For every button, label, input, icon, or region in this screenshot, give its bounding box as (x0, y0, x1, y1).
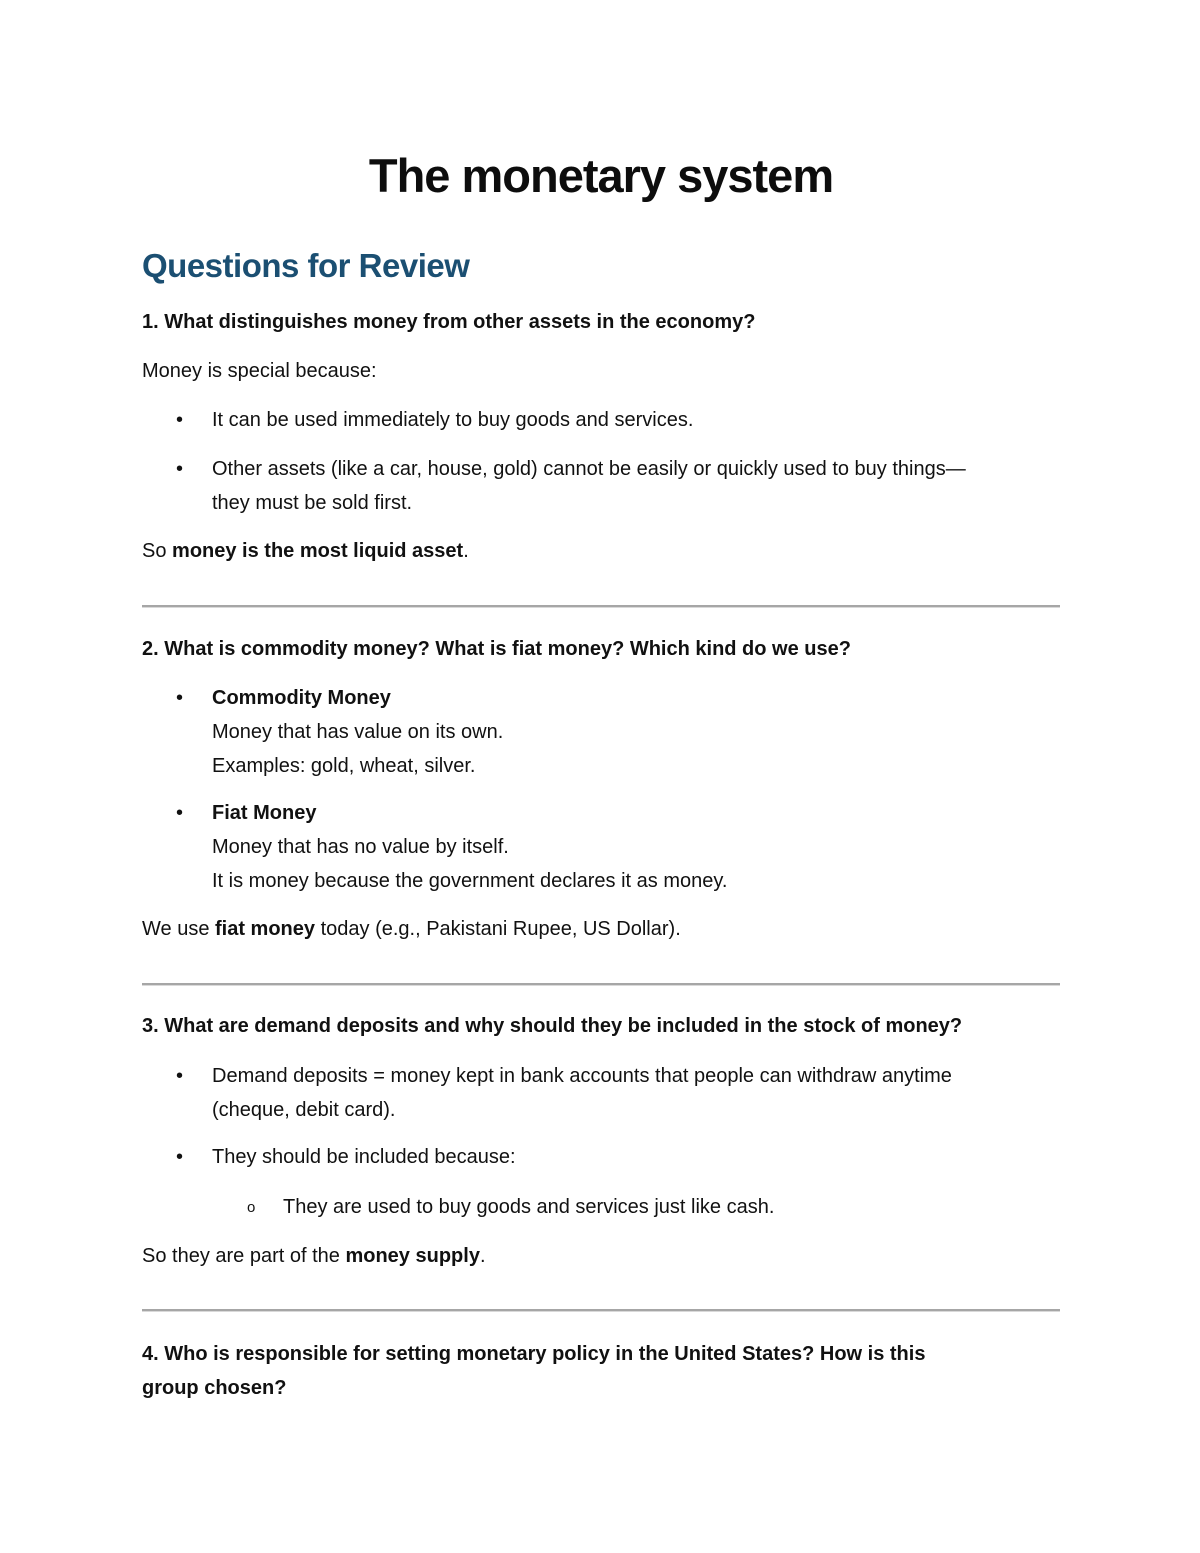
section-heading: Questions for Review (142, 247, 470, 284)
question-1: 1. What distinguishes money from other assets in the economy? (142, 311, 756, 333)
q3-bullet-1 (212, 1059, 1062, 1127)
commodity-money-label: • Commodity Money (212, 687, 391, 709)
q3-conclusion-prefix: So they are part of the (142, 1245, 346, 1267)
question-2: 2. What is commodity money? What is fiat money? Which kind do we use? (142, 638, 851, 660)
q1-bullet-2-line-2: they must be sold first. (212, 492, 413, 514)
fiat-money-line-1: Money that has no value by itself. (212, 836, 509, 858)
q2-conclusion-prefix: We use (142, 918, 215, 940)
q2-conclusion-suffix: today (e.g., Pakistani Rupee, US Dollar). (315, 918, 681, 940)
question-4-line-2: group chosen? (142, 1377, 287, 1399)
divider-1 (142, 605, 1060, 608)
divider-2 (142, 983, 1060, 986)
question-4-line-1: 4. Who is responsible for setting monetary policy in the United States? How is this (142, 1343, 926, 1365)
q1-bullet-1: • It can be used immediately to buy goods and services. (212, 403, 1062, 437)
divider-3 (142, 1309, 1060, 1312)
q1-intro: Money is special because: (142, 360, 377, 382)
q3-conclusion-suffix: . (479, 1245, 486, 1267)
q1-conclusion (142, 534, 1060, 568)
q3-conclusion (142, 1239, 1060, 1273)
q1-conclusion-prefix: So (142, 540, 173, 562)
q3-conclusion-bold: money supply (345, 1245, 480, 1267)
commodity-money-line-1: Money that has value on its own. (212, 721, 504, 743)
q3-bullet-1-line-2: (cheque, debit card). (212, 1099, 396, 1121)
q2-conclusion-bold: fiat money (215, 918, 316, 940)
q2-conclusion (142, 912, 1060, 946)
question-4 (142, 1337, 1060, 1405)
q1-bullet-2-line-1: • Other assets (like a car, house, gold) cannot be easily or quickly used to buy things— (212, 458, 966, 480)
commodity-money-line-2: Examples: gold, wheat, silver. (212, 755, 476, 777)
q2-bullet-commodity (212, 681, 1062, 783)
q1-bullet-2 (212, 452, 1062, 520)
q2-bullet-fiat (212, 796, 1062, 898)
q1-conclusion-suffix: . (463, 540, 469, 562)
fiat-money-label: • Fiat Money (212, 802, 317, 824)
q3-bullet-1-line-1: • Demand deposits = money kept in bank accounts that people can withdraw anytime (212, 1065, 952, 1087)
q1-conclusion-bold: money is the most liquid asset (172, 540, 464, 562)
q3-bullet-2: • They should be included because: (212, 1140, 1062, 1174)
q3-sub-bullet: o They are used to buy goods and services just like cash. (283, 1190, 1063, 1224)
page-title: The monetary system (368, 149, 834, 202)
question-3: 3. What are demand deposits and why should they be included in the stock of money? (142, 1015, 963, 1037)
fiat-money-line-2: It is money because the government declares it as money. (212, 870, 728, 892)
